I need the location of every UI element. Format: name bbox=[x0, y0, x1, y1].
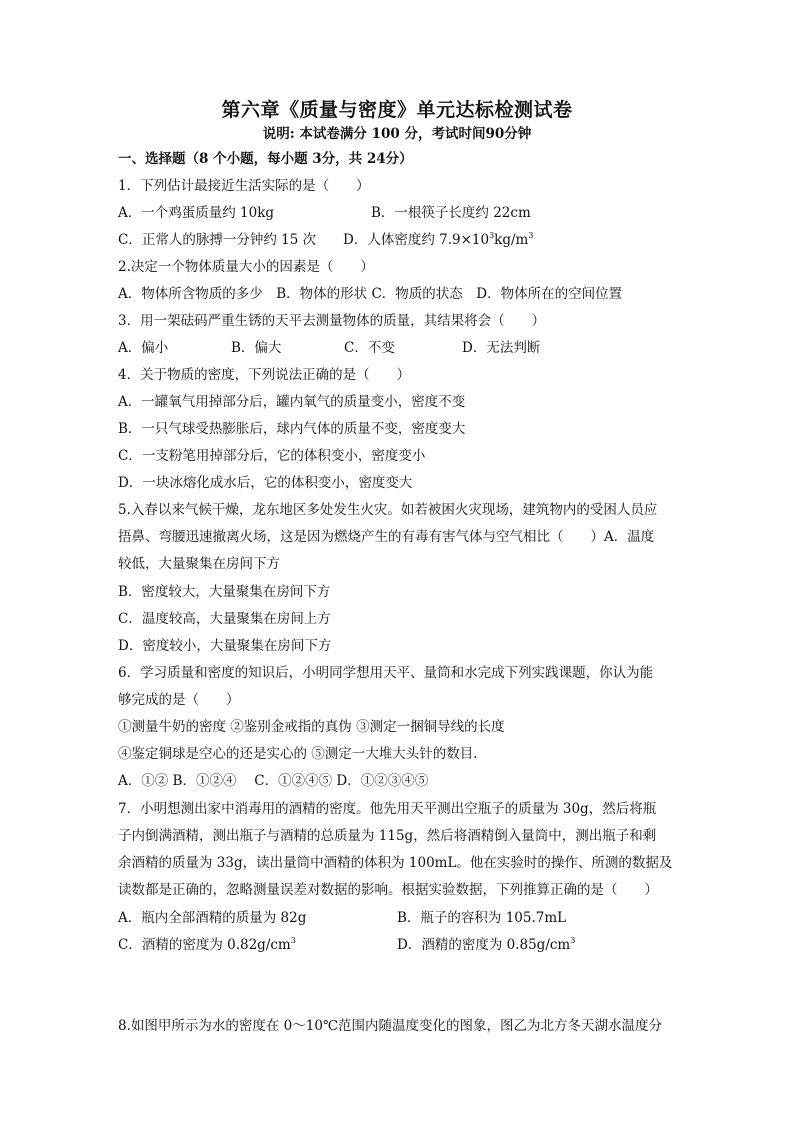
q5-stem-line1: 5.入春以来气候干燥，龙东地区多处发生火灾。如若被困火灾现场，建筑物内的受困人员应 bbox=[118, 502, 658, 518]
q5-option-d: D．密度较小，大量聚集在房间下方 bbox=[118, 638, 332, 654]
q7-option-c-exponent: 3 bbox=[290, 936, 296, 945]
q7-option-c-text: C．酒精的密度为 0.82g/cm bbox=[118, 937, 291, 953]
q3-option-d: D．无法判断 bbox=[462, 340, 541, 356]
q2-stem: 2.决定一个物体质量大小的因素是（ ） bbox=[118, 259, 374, 275]
page-title: 第六章《质量与密度》单元达标检测试卷 bbox=[221, 99, 573, 121]
q3-option-b: B．偏大 bbox=[231, 340, 282, 356]
q8-stem-line1: 8.如图甲所示为水的密度在 0～10℃范围内随温度变化的图象，图乙为北方冬天湖水温度分 bbox=[118, 1018, 663, 1034]
q6-stem-line1: 6．学习质量和密度的知识后，小明同学想用天平、量筒和水完成下列实践课题，你认为能 bbox=[118, 665, 654, 681]
q4-option-b: B．一只气球受热膨胀后，球内气体的质量不变，密度变大 bbox=[118, 421, 466, 437]
q1-option-d-unit-exponent: 3 bbox=[528, 231, 534, 240]
q3-option-a: A．偏小 bbox=[118, 340, 169, 356]
q4-option-d: D．一块冰熔化成水后，它的体积变小，密度变大 bbox=[118, 475, 413, 491]
q7-option-d bbox=[397, 936, 575, 954]
q6-options: A．①② B．①②④ C．①②④⑤ D．①②③④⑤ bbox=[118, 773, 429, 789]
q4-option-c: C．一支粉笔用掉部分后，它的体积变小，密度变小 bbox=[118, 448, 426, 464]
section-heading: 一、选择题（8 个小题，每小题 3分，共 24分） bbox=[118, 151, 413, 167]
q2-options: A．物体所含物质的多少 B．物体的形状 C．物质的状态 D．物体所在的空间位置 bbox=[118, 286, 623, 302]
q7-stem-line4: 读数都是正确的，忽略测量误差对数据的影响。根据实验数据，下列推算正确的是（ ） bbox=[118, 882, 658, 898]
q7-stem-line2: 子内倒满酒精，测出瓶子与酒精的总质量为 115g，然后将酒精倒入量筒中，测出瓶子和剩 bbox=[118, 828, 657, 844]
q7-option-b: B．瓶子的容积为 105.7mL bbox=[397, 910, 567, 926]
q4-stem: 4．关于物质的密度，下列说法正确的是（ ） bbox=[118, 367, 411, 383]
q7-option-d-text: D．酒精的密度为 0.85g/cm bbox=[397, 937, 571, 953]
q6-items-line2: ④鉴定铜球是空心的还是实心的 ⑤测定一大堆大头针的数目. bbox=[118, 746, 478, 762]
q3-stem: 3．用一架砝码严重生锈的天平去测量物体的质量，其结果将会（ ） bbox=[118, 313, 546, 329]
q1-stem: 1．下列估计最接近生活实际的是（ ） bbox=[118, 178, 370, 194]
q7-option-d-exponent: 3 bbox=[570, 936, 576, 945]
q7-stem-line3: 余酒精的质量为 33g，读出量筒中酒精的体积为 100mL。他在实验时的操作、所测的数据及 bbox=[118, 855, 673, 871]
page-subtitle: 说明: 本试卷满分 100 分，考试时间90分钟 bbox=[262, 126, 532, 142]
q5-option-b: B．密度较大，大量聚集在房间下方 bbox=[118, 584, 331, 600]
q7-stem-line1: 7．小明想测出家中消毒用的酒精的密度。他先用天平测出空瓶子的质量为 30g，然后将瓶 bbox=[118, 801, 657, 817]
q7-option-c bbox=[118, 936, 296, 954]
q1-option-a: A．一个鸡蛋质量约 10kg bbox=[118, 205, 275, 221]
q6-stem-line2: 够完成的是（ ） bbox=[118, 692, 240, 708]
q1-option-b: B．一根筷子长度约 22cm bbox=[371, 205, 531, 221]
q4-option-a: A．一罐氧气用掉部分后，罐内氧气的质量变小，密度不变 bbox=[118, 394, 466, 410]
q5-stem-line3: 较低，大量聚集在房间下方 bbox=[118, 556, 280, 572]
q1-option-c: C．正常人的脉搏一分钟约 15 次 bbox=[118, 232, 317, 248]
q5-stem-line2: 捂鼻、弯腰迅速撤离火场，这是因为燃烧产生的有毒有害气体与空气相比（ ）A．温度 bbox=[118, 529, 655, 545]
q1-option-d-text: D．人体密度约 7.9×10 bbox=[343, 232, 490, 248]
q3-option-c: C．不变 bbox=[344, 340, 395, 356]
q6-items-line1: ①测量牛奶的密度 ②鉴别金戒指的真伪 ③测定一捆铜导线的长度 bbox=[118, 719, 505, 735]
q5-option-c: C．温度较高，大量聚集在房间上方 bbox=[118, 611, 331, 627]
q7-option-a: A．瓶内全部酒精的质量为 82g bbox=[118, 910, 307, 926]
q1-option-d-exponent: 3 bbox=[489, 231, 495, 240]
q1-option-d-unit: kg/m bbox=[494, 232, 529, 248]
q1-option-d bbox=[343, 231, 533, 249]
